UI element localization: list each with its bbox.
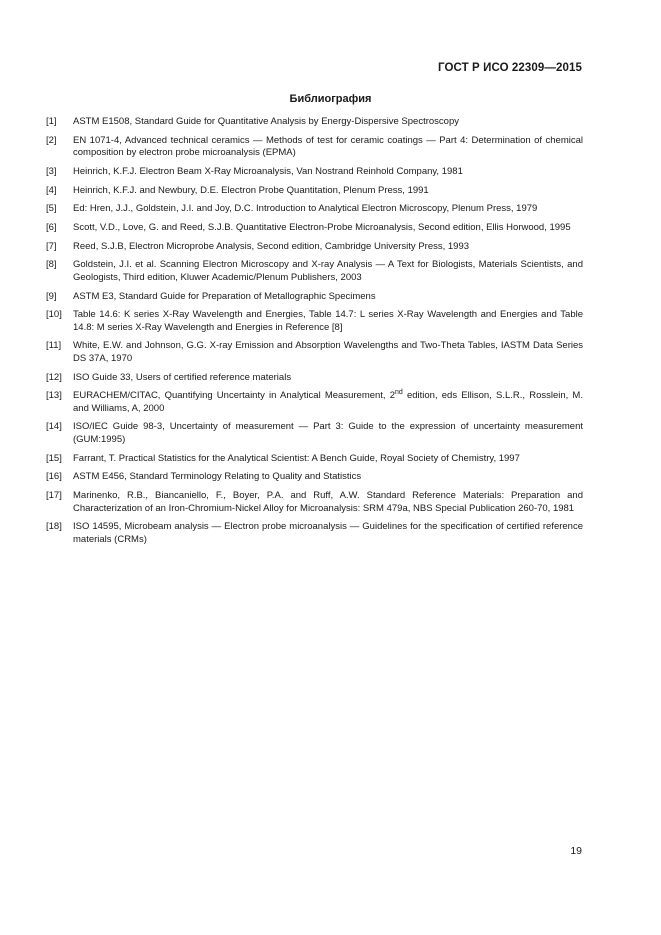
bibliography-title: Библиография	[289, 93, 372, 105]
reference-item	[46, 421, 583, 446]
bibliography-list	[46, 116, 583, 552]
reference-item	[46, 471, 583, 484]
reference-text	[73, 390, 583, 415]
reference-number: [18]	[46, 521, 62, 533]
reference-number: [9]	[46, 290, 57, 302]
reference-number: [15]	[46, 452, 62, 464]
reference-text: ASTM E1508, Standard Guide for Quantitative Analysis by Energy-Dispersive Spectroscopy	[73, 116, 459, 127]
reference-item	[46, 453, 583, 466]
reference-item	[46, 372, 583, 385]
reference-item	[46, 241, 583, 254]
reference-item	[46, 185, 583, 198]
reference-number: [6]	[46, 221, 57, 233]
reference-number: [8]	[46, 259, 57, 271]
reference-text: ISO Guide 33, Users of certified reference materials	[73, 371, 292, 383]
reference-number: [13]	[46, 390, 62, 402]
reference-number: [16]	[46, 471, 62, 483]
reference-text: White, E.W. and Johnson, G.G. X-ray Emission and Absorption Wavelengths and Two-Theta Tables, IASTM Data Series DS 37A, 1970	[73, 340, 583, 364]
reference-text: ISO 14595, Microbeam analysis — Electron probe microanalysis — Guidelines for the specification of certified reference materials (CRMs)	[73, 521, 583, 545]
reference-text-part: edition, eds Ellison, S.L.R., Rosslein, M. and Williams, A, 2000	[73, 390, 583, 414]
reference-text: Table 14.6: K series X-Ray Wavelength and Energies, Table 14.7: L series X-Ray Wavelength and Energies and Table 14.8: M series X-Ray Wavelength and Energies in Reference [8]	[73, 309, 583, 333]
reference-item	[46, 490, 583, 515]
reference-item	[46, 166, 583, 179]
page-number: 19	[570, 845, 582, 857]
reference-text: Farrant, T. Practical Statistics for the Analytical Scientist: A Bench Guide, Royal Society of Chemistry, 1997	[73, 452, 520, 464]
reference-text: Ed: Hren, J.J., Goldstein, J.I. and Joy, D.C. Introduction to Analytical Electron Microscopy, Plenum Press, 1979	[73, 203, 538, 215]
reference-item	[46, 135, 583, 160]
reference-item	[46, 309, 583, 334]
reference-item	[46, 259, 583, 284]
reference-number: [10]	[46, 309, 62, 321]
reference-number: [12]	[46, 371, 62, 383]
reference-text: EN 1071-4, Advanced technical ceramics — Methods of test for ceramic coatings — Part 4: Determination of chemical composition by electron probe microanalysis (EPMA)	[73, 134, 583, 159]
reference-item	[46, 222, 583, 235]
reference-text: ASTM E3, Standard Guide for Preparation of Metallographic Specimens	[73, 290, 376, 302]
reference-item	[46, 116, 583, 129]
document-standard-header: ГОСТ Р ИСО 22309—2015	[437, 62, 582, 74]
reference-text: Heinrich, K.F.J. Electron Beam X-Ray Microanalysis, Van Nostrand Reinhold Company, 1981	[73, 165, 463, 177]
reference-text: Heinrich, K.F.J. and Newbury, D.E. Electron Probe Quantitation, Plenum Press, 1991	[73, 184, 429, 196]
reference-text: ISO/IEC Guide 98-3, Uncertainty of measurement — Part 3: Guide to the expression of uncertainty measurement (GUM:1995)	[73, 421, 583, 445]
reference-number: [5]	[46, 203, 57, 215]
reference-number: [11]	[46, 340, 62, 352]
reference-number: [3]	[46, 165, 57, 177]
reference-item	[46, 340, 583, 365]
reference-number: [2]	[46, 134, 57, 146]
reference-number: [4]	[46, 184, 57, 196]
reference-item	[46, 521, 583, 546]
reference-text-part: EURACHEM/CITAC, Quantifying Uncertainty in Analytical Measurement, 2	[73, 390, 396, 402]
reference-number: [7]	[46, 240, 57, 252]
ordinal-superscript: nd	[395, 389, 403, 397]
reference-text: Goldstein, J.I. et al. Scanning Electron Microscopy and X-ray Analysis — A Text for Biologists, Materials Scientists, and Geologists, Third edition, Kluwer Academic/Plenum Publishers, 2003	[73, 259, 583, 283]
reference-text: ASTM E456, Standard Terminology Relating to Quality and Statistics	[73, 471, 362, 483]
reference-number: [14]	[46, 421, 62, 433]
reference-number: [1]	[46, 116, 57, 127]
reference-text: Marinenko, R.B., Biancaniello, F., Boyer, P.A. and Ruff, A.W. Standard Reference Materials: Preparation and Characterization of an Iron-Chromium-Nickel Alloy for Microanalysis: SRM 479a, NBS Special Publication 260-70, 1981	[73, 490, 583, 514]
reference-text: Reed, S.J.B, Electron Microprobe Analysis, Second edition, Cambridge University Press, 1993	[73, 240, 470, 252]
reference-number: [17]	[46, 490, 62, 501]
reference-text: Scott, V.D., Love, G. and Reed, S.J.B. Quantitative Electron-Probe Microanalysis, Second edition, Ellis Horwood, 1995	[73, 221, 571, 233]
reference-item	[46, 203, 583, 216]
reference-item	[46, 291, 583, 304]
reference-item	[46, 390, 583, 415]
